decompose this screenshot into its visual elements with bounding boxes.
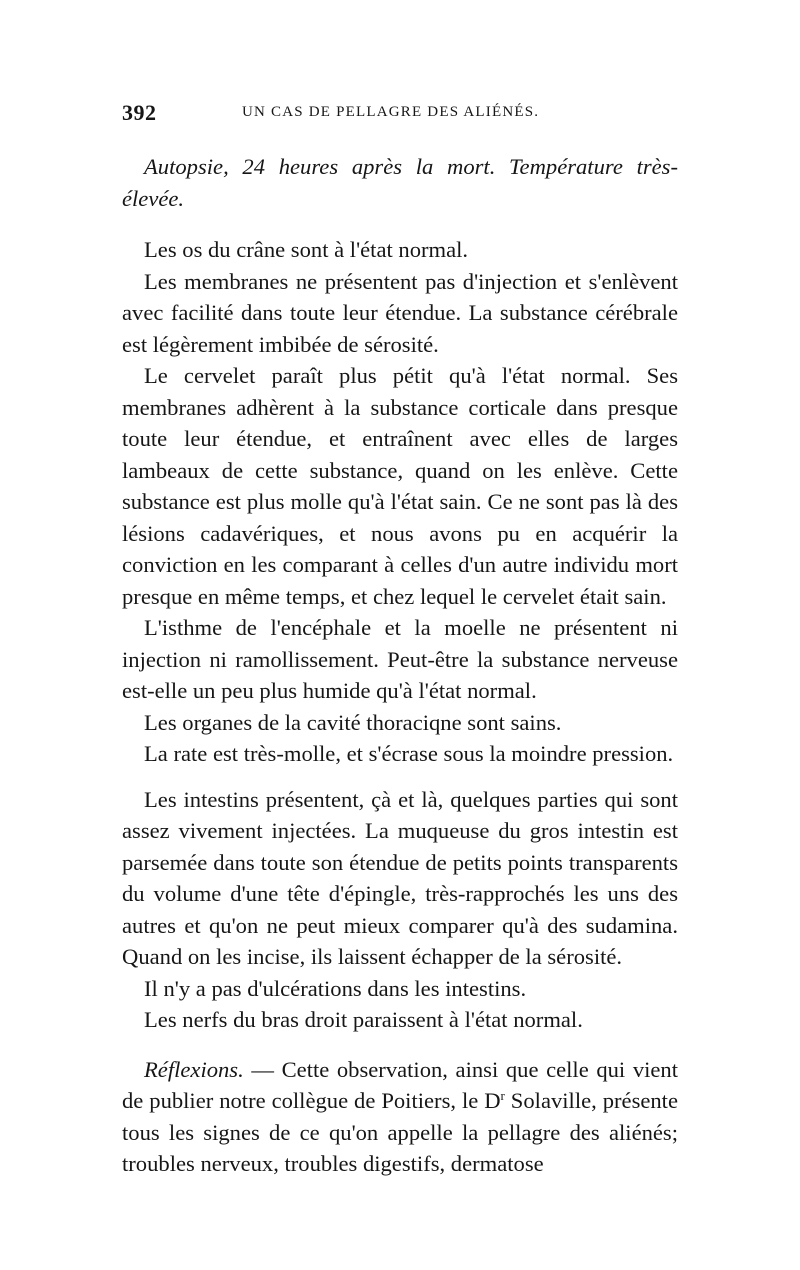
reflexions-text-start: Cette observation, ainsi que celle qui vient de publier notre collègue de Poitiers, le D [122, 1056, 678, 1113]
reflexions-dash: — [243, 1056, 282, 1082]
paragraph-thorax: Les organes de la cavité thoraciqne sont sains. [144, 709, 562, 735]
running-head: UN CAS DE PELLAGRE DES ALIÉNÉS. [242, 104, 540, 120]
page-body [122, 151, 678, 1180]
paragraph-nerves: Les nerfs du bras droit paraissent à l'état normal. [144, 1007, 583, 1032]
paragraph-spleen: La rate est très-molle, et s'écrase sous la moindre pression. [144, 741, 674, 766]
paragraph-intestines: Les intestins présentent, çà et là, quelques parties qui sont assez vivement injectées. La muqueuse du gros intestin est parsemée dans toute son étendue de petits points transparents du volume d'une tête d'épingle, très-rapprochés les uns des autres et qu'on ne peut mieux comparer qu'à des sudamina. Quand on les incise, ils laissent échapper de la sérosité. [122, 786, 678, 969]
paragraph-membranes: Les membranes ne présentent pas d'injection et s'enlèvent avec facilité dans toute leur étendue. La substance cérébrale est légèrement imbibée de sérosité. [122, 268, 678, 357]
page-header [122, 100, 677, 130]
paragraph-reflexions [122, 1054, 678, 1180]
doctor-abbreviation-superscript: r [500, 1088, 505, 1103]
page-number: 392 [122, 100, 157, 125]
paragraph-isthmus: L'isthme de l'encéphale et la moelle ne présentent ni injection ni ramollissement. Peut-être la substance nerveuse est-elle un peu plus humide qu'à l'état normal. [122, 615, 678, 703]
reflexions-label: Réflexions. [144, 1056, 244, 1082]
reflexions-text-end: Solaville, présente tous les signes de ce qu'on appelle la pellagre des aliénés; troubles nerveux, troubles digestifs, dermatose [122, 1088, 678, 1176]
paragraph-ulcerations: Il n'y a pas d'ulcérations dans les intestins. [144, 975, 527, 1001]
autopsy-heading: Autopsie, 24 heures après la mort. Température très-élevée. [122, 154, 678, 211]
paragraph-skull: Les os du crâne sont à l'état normal. [144, 237, 469, 262]
paragraph-cerebellum: Le cervelet paraît plus pétit qu'à l'état normal. Ses membranes adhèrent à la substance corticale dans presque toute leur étendue, et entraînent avec elles de larges lambeaux de cette substance, quand on les enlève. Cette substance est plus molle qu'à l'état sain. Ce ne sont pas là des lésions cadavériques, et nous avons pu en acquérir la conviction en les comparant à celles d'un autre individu mort presque en même temps, et chez lequel le cervelet était sain. [122, 363, 678, 609]
